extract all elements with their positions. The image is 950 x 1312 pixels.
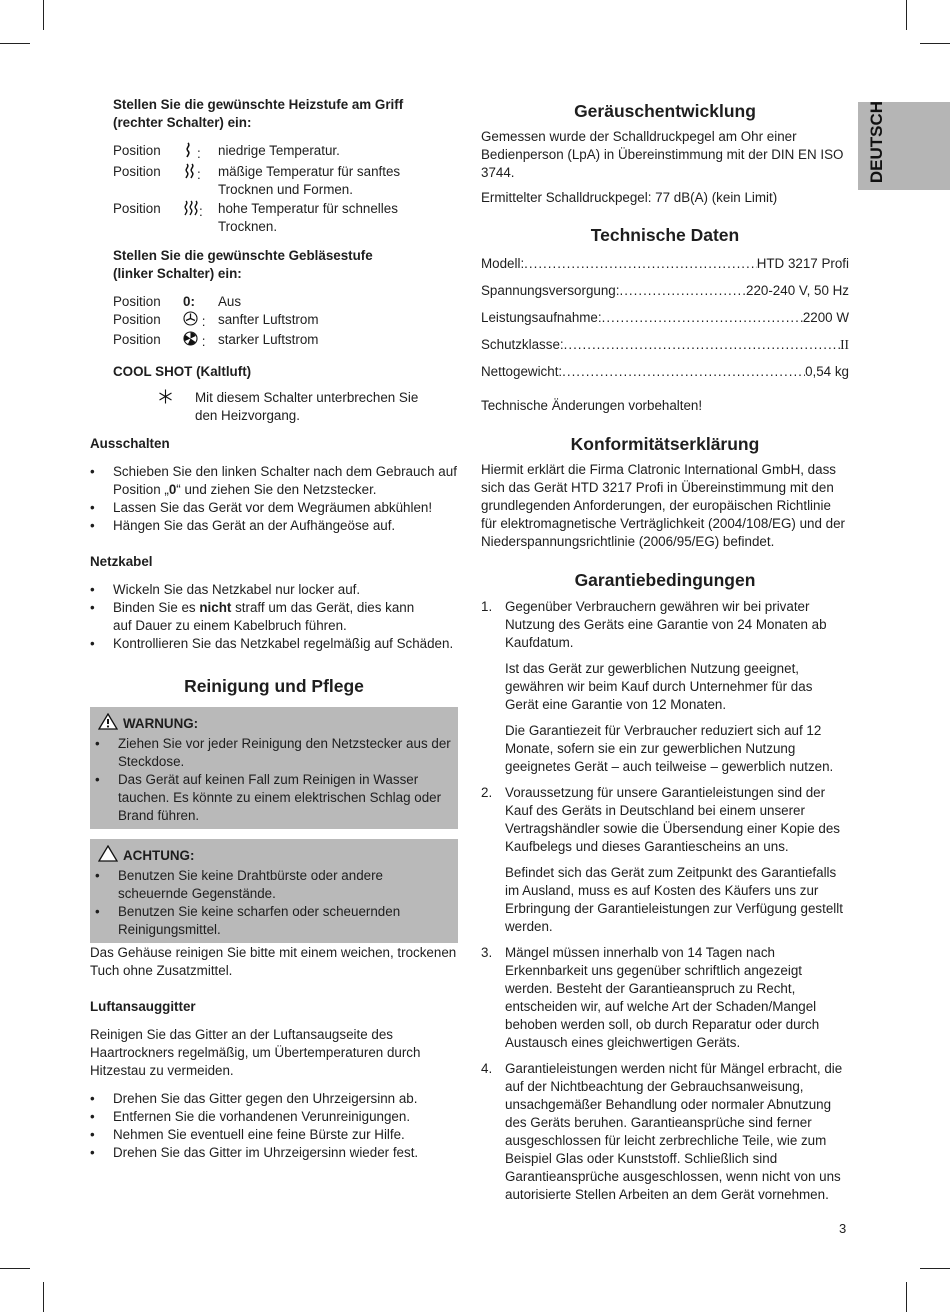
position-label: Position xyxy=(113,294,161,309)
fan-off-label: 0 xyxy=(183,294,191,309)
caution-title: ACHTUNG: xyxy=(123,848,195,863)
garantie-list xyxy=(481,598,849,1204)
heat-level-2-icon: : xyxy=(183,163,218,199)
fan-symbol-off: 0: xyxy=(183,294,195,309)
technik-row: Modell: ..... HTD 3217 Profi xyxy=(481,255,849,273)
page-number: 3 xyxy=(839,1221,847,1236)
language-tab-label: DEUTSCH xyxy=(867,100,886,184)
fan-low-icon: : xyxy=(183,311,218,331)
heat-position-text: mäßige Temperatur für sanftes Trocknen und Formen. xyxy=(218,164,401,197)
list-item: • Benutzen Sie keine scharfen oder scheuernden Reinigungsmittel. xyxy=(90,903,454,939)
heat-position-text: hohe Temperatur für schnelles Trocknen. xyxy=(218,201,398,234)
position-label: Position xyxy=(113,312,161,327)
heat-position-text: niedrige Temperatur. xyxy=(218,143,340,158)
list-item: • Das Gerät auf keinen Fall zum Reinigen in Wasser tauchen. Es könnte zu einem elektrischen Schlag oder Brand führen. xyxy=(90,771,454,825)
crop-mark xyxy=(0,1268,30,1269)
position-label: Position xyxy=(113,164,161,179)
luftansauggitter-text: Reinigen Sie das Gitter an der Luftansaugseite des Haartrockners regelmäßig, um Übertemperaturen durch Hitzestau zu vermeiden. xyxy=(90,1027,421,1078)
konform-text: Hiermit erklärt die Firma Clatronic International GmbH, dass sich das Gerät HTD 3217 Profi in Übereinstimmung mit den grundlegenden Anforderungen, der europäischen Richtlinie für elektromagnetische Verträglichkeit (2004/108/EG) und der Niederspannungsrichtlinie (2006/95/EG) befindet. xyxy=(481,462,845,549)
luftansauggitter-list xyxy=(90,1090,458,1162)
technik-row: Schutzklasse: ..... II xyxy=(481,336,849,354)
caution-icon xyxy=(98,845,118,867)
coolshot-text: Mit diesem Schalter unterbrechen Sie den Heizvorgang. xyxy=(195,390,419,423)
garantie-item: 4. Garantieleistungen werden nicht für Mängel erbracht, die auf der Nichtbeachtung der Gebrauchsanweisung, unsachgemäßer Behandlung oder normaler Abnutzung des Geräts beruhen. Garantieansprüche sind ferner ausgeschlossen für leicht zerbrechliche Teile, wie zum Beispiel Glas oder Kunststoff. Schließlich sind Garantieansprüche ausgeschlossen, wenn nicht von uns autorisierte Stellen Arbeiten an dem Gerät vornehmen. xyxy=(481,1061,843,1202)
technik-table xyxy=(481,255,849,381)
coolshot-title: COOL SHOT (Kaltluft) xyxy=(113,364,252,379)
fan-title: Stellen Sie die gewünschte Gebläsestufe (linker Schalter) ein: xyxy=(113,248,373,281)
list-item: • Benutzen Sie keine Drahtbürste oder andere scheuernde Gegenstände. xyxy=(90,867,454,903)
fan-position-row xyxy=(113,311,458,331)
list-item: • Drehen Sie das Gitter gegen den Uhrzeigersinn ab. xyxy=(90,1090,458,1108)
list-item: • Binden Sie es nicht straff um das Gerät, dies kann auf Dauer zu einem Kabelbruch führen. xyxy=(90,599,458,635)
language-tab xyxy=(858,102,950,190)
ausschalten-list xyxy=(90,463,458,535)
heat-position-row xyxy=(113,142,458,163)
snowflake-icon xyxy=(90,389,195,425)
crop-mark xyxy=(43,1282,44,1312)
fan-position-text: starker Luftstrom xyxy=(218,332,319,347)
warning-header xyxy=(90,713,454,735)
warning-icon xyxy=(98,713,118,735)
gehaeuse-text: Das Gehäuse reinigen Sie bitte mit einem weichen, trockenen Tuch ohne Zusatzmittel. xyxy=(90,945,457,978)
warning-title: WARNUNG: xyxy=(123,716,199,731)
heat-position-row xyxy=(113,200,458,236)
technik-row: Spannungsversorgung: ..... 220-240 V, 50 Hz xyxy=(481,282,849,300)
fan-positions xyxy=(90,293,458,351)
crop-mark xyxy=(906,0,907,30)
geraeusch-level: Ermittelter Schalldruckpegel: 77 dB(A) (kein Limit) xyxy=(481,190,778,205)
crop-mark xyxy=(920,1268,950,1269)
heat-title: Stellen Sie die gewünschte Heizstufe am Griff (rechter Schalter) ein: xyxy=(113,97,404,130)
list-item: • Lassen Sie das Gerät vor dem Wegräumen abkühlen! xyxy=(90,499,458,517)
right-column xyxy=(481,100,849,1204)
list-item: • Schieben Sie den linken Schalter nach dem Gebrauch auf Position „0“ und ziehen Sie den Netzstecker. xyxy=(90,463,458,499)
caution-box xyxy=(90,839,458,943)
netzkabel-title: Netzkabel xyxy=(90,554,153,569)
reinigung-heading: Reinigung und Pflege xyxy=(184,676,364,696)
netzkabel-list xyxy=(90,581,458,653)
technik-row: Nettogewicht: ..... 0,54 kg xyxy=(481,363,849,381)
technik-row: Leistungsaufnahme: ..... 2200 W xyxy=(481,309,849,327)
fan-position-row xyxy=(113,331,458,351)
crop-mark xyxy=(43,0,44,30)
list-item: • Drehen Sie das Gitter im Uhrzeigersinn wieder fest. xyxy=(90,1144,458,1162)
coolshot-note xyxy=(90,389,458,425)
crop-mark xyxy=(0,43,30,44)
konform-heading: Konformitätserklärung xyxy=(570,434,760,454)
heat-positions xyxy=(90,142,458,236)
fan-high-icon: : xyxy=(183,331,218,351)
geraeusch-heading: Geräuschentwicklung xyxy=(574,101,756,121)
left-column xyxy=(90,96,458,1162)
technik-note: Technische Änderungen vorbehalten! xyxy=(481,398,703,413)
position-label: Position xyxy=(113,332,161,347)
caution-list xyxy=(90,867,454,939)
warning-list xyxy=(90,735,454,825)
fan-position-text: sanfter Luftstrom xyxy=(218,312,319,327)
ausschalten-title: Ausschalten xyxy=(90,436,170,451)
crop-mark xyxy=(906,1282,907,1312)
crop-mark xyxy=(920,43,950,44)
list-item: • Kontrollieren Sie das Netzkabel regelmäßig auf Schäden. xyxy=(90,635,458,653)
list-item: • Ziehen Sie vor jeder Reinigung den Netzstecker aus der Steckdose. xyxy=(90,735,454,771)
garantie-item: 2. Voraussetzung für unsere Garantieleistungen sind der Kauf des Geräts in Deutschland bei einem unserer Vertragshändler sowie die Übersendung einer Kopie des Kaufbelegs und dieses Garantiescheins an uns. Befindet sich das Gerät zum Zeitpunkt des Garantiefalls im Ausland, muss es auf Kosten des Käufers uns zur Erbringung der Garantieleistungen zur Verfügung gestellt werden. xyxy=(481,785,843,934)
garantie-heading: Garantiebedingungen xyxy=(574,570,756,590)
heat-level-3-icon: : xyxy=(183,200,218,236)
luftansauggitter-title: Luftansauggitter xyxy=(90,999,196,1014)
list-item: • Wickeln Sie das Netzkabel nur locker auf. xyxy=(90,581,458,599)
heat-level-1-icon: : xyxy=(183,142,218,163)
heat-position-row xyxy=(113,163,458,199)
list-item: • Hängen Sie das Gerät an der Aufhängeöse auf. xyxy=(90,517,458,535)
caution-header xyxy=(90,845,454,867)
position-label: Position xyxy=(113,201,161,216)
garantie-item: 1. Gegenüber Verbrauchern gewähren wir bei privater Nutzung des Geräts eine Garantie von 24 Monaten ab Kaufdatum. Ist das Gerät zur gewerblichen Nutzung geeignet, gewähren wir beim Kauf durch Unternehmer für das Gerät eine Garantie von 12 Monaten. Die Garantiezeit für Verbraucher reduziert sich auf 12 Monate, sofern sie ein zur gewerblichen Nutzung geeignetes Gerät – auch teilweise – gewerblich nutzen. xyxy=(481,599,834,774)
list-item: • Entfernen Sie die vorhandenen Verunreinigungen. xyxy=(90,1108,458,1126)
garantie-item: 3. Mängel müssen innerhalb von 14 Tagen nach Erkennbarkeit uns gegenüber schriftlich angezeigt werden. Besteht der Garantieanspruch zu Recht, entscheiden wir, auf welche Art der Schaden/Mangel behoben werden soll, ob durch Reparatur oder durch Austausch eines gleichwertigen Geräts. xyxy=(481,945,820,1050)
list-item: • Nehmen Sie eventuell eine feine Bürste zur Hilfe. xyxy=(90,1126,458,1144)
geraeusch-text: Gemessen wurde der Schalldruckpegel am Ohr einer Bedienperson (LpA) in Übereinstimmung mit der DIN EN ISO 3744. xyxy=(481,129,844,180)
fan-position-row xyxy=(113,293,458,311)
position-label: Position xyxy=(113,143,161,158)
warning-box xyxy=(90,707,458,829)
fan-position-text: Aus xyxy=(218,294,242,309)
technik-heading: Technische Daten xyxy=(590,225,740,245)
